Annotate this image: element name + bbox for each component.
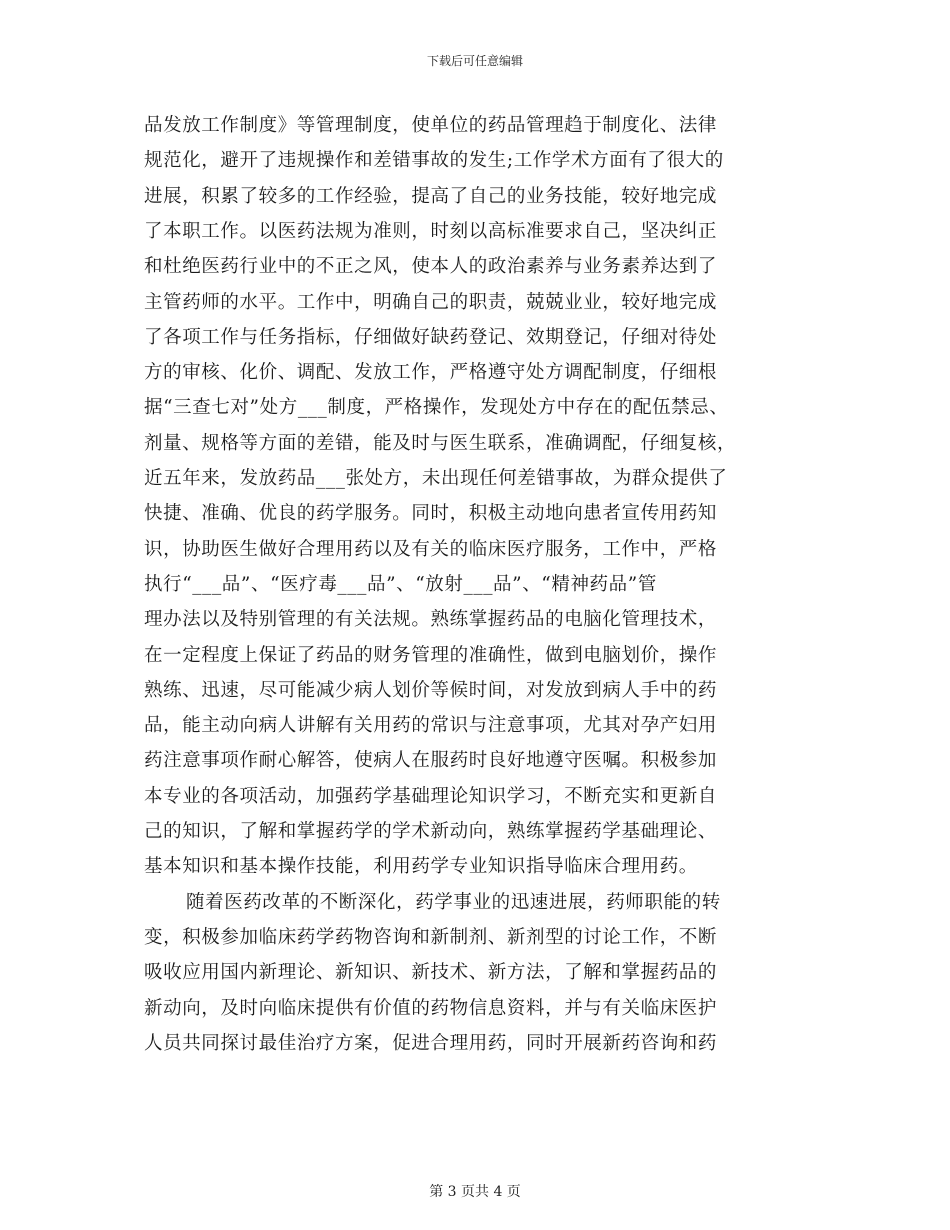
- text-line: 熟练、迅速，尽可能减少病人划价等候时间，对发放到病人手中的药: [144, 679, 718, 701]
- text-line: 和杜绝医药行业中的不正之风，使本人的政治素养与业务素养达到了: [144, 256, 718, 278]
- page-header: 下载后可任意编辑: [426, 54, 523, 68]
- text-line: 基本知识和基本操作技能，利用药学专业知识指导临床合理用药。: [144, 856, 698, 878]
- text-line: 快捷、准确、优良的药学服务。同时，积极主动地向患者宣传用药知: [144, 503, 718, 525]
- text-line: 近五年来，发放药品___张处方，未出现任何差错事故，为群众提供了: [144, 468, 728, 489]
- text-line: 新动向，及时向临床提供有价值的药物信息资料，并与有关临床医护: [144, 997, 718, 1019]
- text-line: 主管药师的水平。工作中，明确自己的职责，兢兢业业，较好地完成: [144, 291, 718, 313]
- text-line: 品，能主动向病人讲解有关用药的常识与注意事项，尤其对孕产妇用: [144, 715, 718, 737]
- text-line: 执行“___品”、“医疗毒___品”、“放射___品”、“精神药品”管: [144, 573, 657, 595]
- text-line: 药注意事项作耐心解答，使病人在服药时良好地遵守医嘱。积极参加: [144, 750, 718, 772]
- text-line: 据“三查七对”处方___制度，严格操作，发现处方中存在的配伍禁忌、: [144, 397, 729, 419]
- text-line: 理办法以及特别管理的有关法规。熟练掌握药品的电脑化管理技术，: [144, 609, 718, 631]
- text-line: 剂量、规格等方面的差错，能及时与医生联系，准确调配，仔细复核，: [144, 432, 737, 454]
- text-line: 进展，积累了较多的工作经验，提高了自己的业务技能，较好地完成: [144, 185, 718, 207]
- page-number-footer: 第 3 页共 4 页: [429, 1184, 521, 1200]
- text-line: 本专业的各项活动，加强药学基础理论知识学习，不断充实和更新自: [144, 785, 718, 807]
- text-line: 己的知识，了解和掌握药学的学术新动向，熟练掌握药学基础理论、: [144, 821, 718, 842]
- text-line: 人员共同探讨最佳治疗方案，促进合理用药，同时开展新药咨询和药: [144, 1032, 718, 1054]
- text-line: 规范化，避开了违规操作和差错事故的发生;工作学术方面有了很大的: [144, 150, 724, 172]
- text-line: 在一定程度上保证了药品的财务管理的准确性，做到电脑划价，操作: [144, 644, 718, 666]
- text-line: 识，协助医生做好合理用药以及有关的临床医疗服务，工作中，严格: [144, 538, 718, 560]
- text-line: 品发放工作制度》等管理制度，使单位的药品管理趋于制度化、法律: [144, 115, 718, 136]
- text-line: 方的审核、化价、调配、发放工作，严格遵守处方调配制度，仔细根: [144, 362, 718, 384]
- text-line: 吸收应用国内新理论、新知识、新技术、新方法，了解和掌握药品的: [144, 962, 718, 984]
- text-line: 变，积极参加临床药学药物咨询和新制剂、新剂型的讨论工作，不断: [144, 926, 718, 948]
- text-line: 了各项工作与任务指标，仔细做好缺药登记、效期登记，仔细对待处: [144, 326, 718, 348]
- paragraph-first-line: 随着医药改革的不断深化，药学事业的迅速进展，药师职能的转: [186, 891, 721, 913]
- text-line: 了本职工作。以医药法规为准则，时刻以高标准要求自己，坚决纠正: [144, 220, 718, 242]
